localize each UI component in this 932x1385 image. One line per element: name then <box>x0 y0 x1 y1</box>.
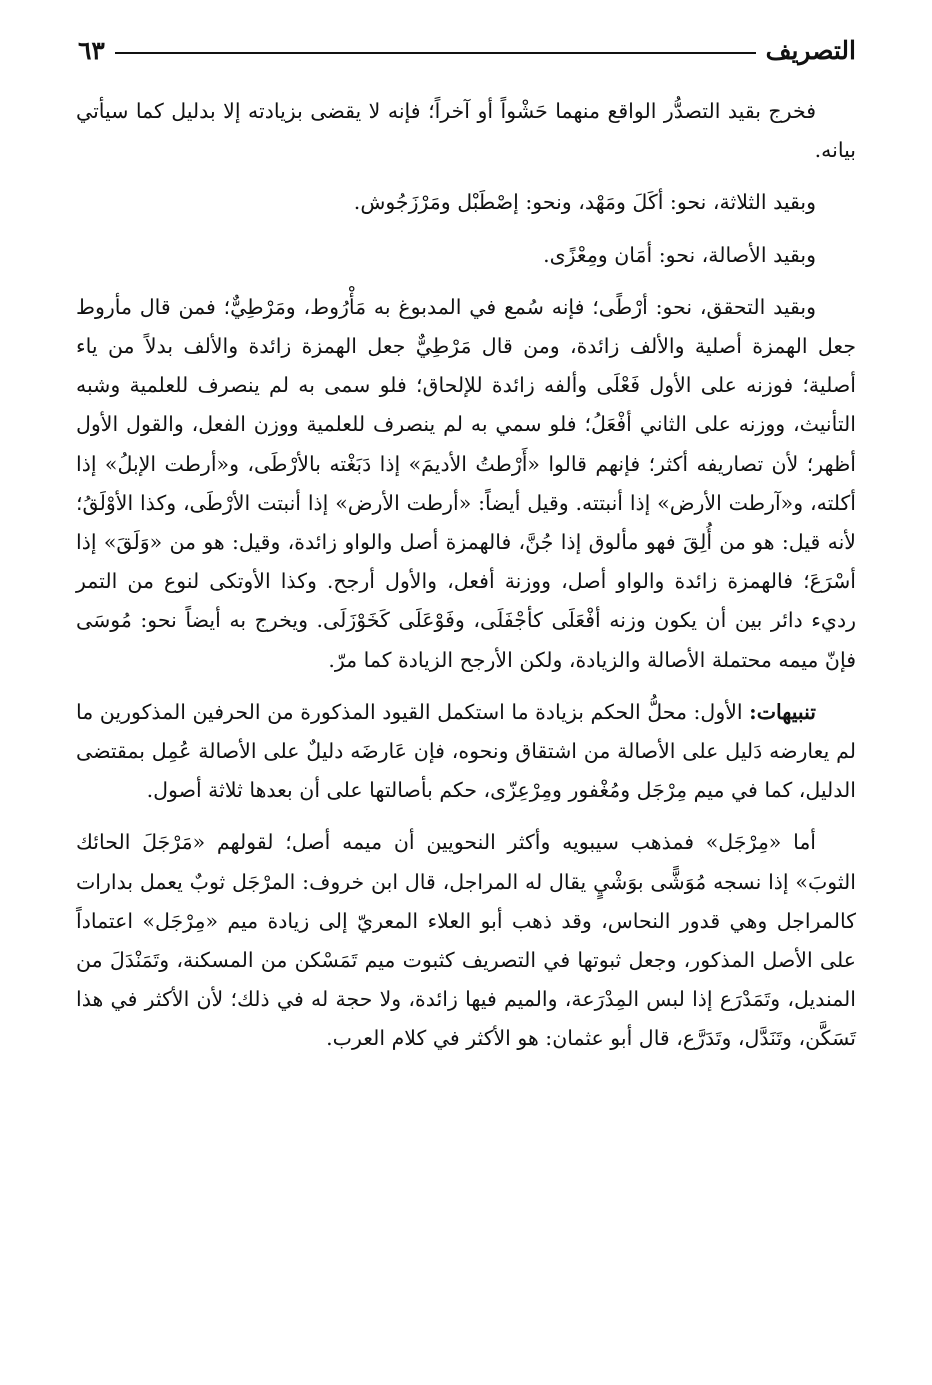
paragraph-notes <box>76 693 856 811</box>
page-header <box>78 30 856 70</box>
paragraph-text: وبقيد الأصالة، نحو: أمَان ومِعْزًى. <box>543 242 816 267</box>
header-rule <box>115 52 756 54</box>
paragraph-text: أما «مِرْجَل» فمذهب سيبويه وأكثر النحويين أن ميمه أصل؛ لقولهم «مَرْجَلَ الحائك الثوبَ» إذا نسجه مُوَشًّى بوَشْيٍ يقال له المراجل، قال ابن خروف: المرْجَل ثوبٌ يعمل بدارات كالمراجل وهي قدور النحاس، وقد ذهب أبو العلاء المعريّ إلى زيادة ميم «مِرْجَل» اعتماداً على الأصل المذكور، وجعل ثبوتها في التصريف كثبوت ميم تَمَسْكن من المسكنة، وتَمَنْدَلَ من المنديل، وتَمَدْرَع إذا لبس المِدْرَعة، والميم فيها زائدة، ولا حجة له في ذلك؛ لأن الأكثر في هذا تَسَكَّن، وتَنَدَّل، وتَدَرَّع، قال أبو عثمان: هو الأكثر في كلام العرب. <box>76 830 856 1051</box>
page-body <box>76 92 856 1072</box>
notes-heading: تنبيهات: <box>749 699 816 724</box>
paragraph-text: الأول: محلُّ الحكم بزيادة ما استكمل القيود المذكورة من الحرفين المذكورين ما لم يعارضه دَليل على الأصالة من اشتقاق ونحوه، فإن عَارضَه دليلٌ على الأصالة عُمِل بمقتضى الدليل، كما في ميم مِرْجَل ومُغْفور ومِرْعِزّى، حكم بأصالتها على أن بعدها ثلاثة أصول. <box>76 699 856 803</box>
paragraph-4 <box>76 288 856 680</box>
page-number: ٦٣ <box>78 35 105 65</box>
paragraph-text: وبقيد الثلاثة، نحو: أكَلَ ومَهْد، ونحو: إصْطَبْل ومَرْزَجُوش. <box>353 190 816 215</box>
running-title: التصريف <box>765 35 856 65</box>
paragraph-text: فخرج بقيد التصدُّر الواقع منهما حَشْواً أو آخراً؛ فإنه لا يقضى بزيادته إلا بدليل كما سيأتي بيانه. <box>76 99 856 163</box>
paragraph-3 <box>76 236 856 275</box>
paragraph-6 <box>76 823 856 1058</box>
paragraph-1 <box>76 92 856 170</box>
paragraph-text: وبقيد التحقق، نحو: أرْطًى؛ فإنه سُمع في المدبوغ به مَأْرُوط، ومَرْطِيٌّ؛ فمن قال مأروط جعل الهمزة أصلية والألف زائدة، ومن قال مَرْطِيٌّ جعل الهمزة زائدة والألف بدلاً من ياء أصلية؛ فوزنه على الأول فَعْلَى وألفه زائدة للإلحاق؛ فلو سمى به لم ينصرف للعلمية وشبه التأنيث، ووزنه على الثاني أفْعَلُ؛ فلو سمي به لم ينصرف للعلمية ووزن الفعل، والقول الأول أظهر؛ لأن تصاريفه أكثر؛ فإنهم قالوا «أَرْطتُ الأديمَ» إذا دَبَغْته بالأرْطَى، و«أرطت الإبلُ» إذا أكلته، و«آرطت الأرض» إذا أنبتته. وقيل أيضاً: «أرطت الأرض» إذا أنبتت الأرْطَى، وكذا الأوْلَقُ؛ لأنه قيل: هو من أُلِقَ فهو مألوق إذا جُنَّ، فالهمزة أصل والواو زائدة، وقيل: هو من «وَلَقَ» إذا أسْرَعَ؛ فالهمزة زائدة والواو أصل، ووزنة أفعل، والأول أرجح. وكذا الأوتكى لنوع من التمر رديء دائر بين أن يكون وزنه أفْعَلَى كأجْفَلَى، وفَوْعَلَى كَخَوْزَلَى. ويخرج به أيضاً نحو: مُوسَى فإنّ ميمه محتملة الأصالة والزيادة، ولكن الأرجح الزيادة كما مرّ. <box>76 294 856 672</box>
paragraph-2 <box>76 183 856 222</box>
